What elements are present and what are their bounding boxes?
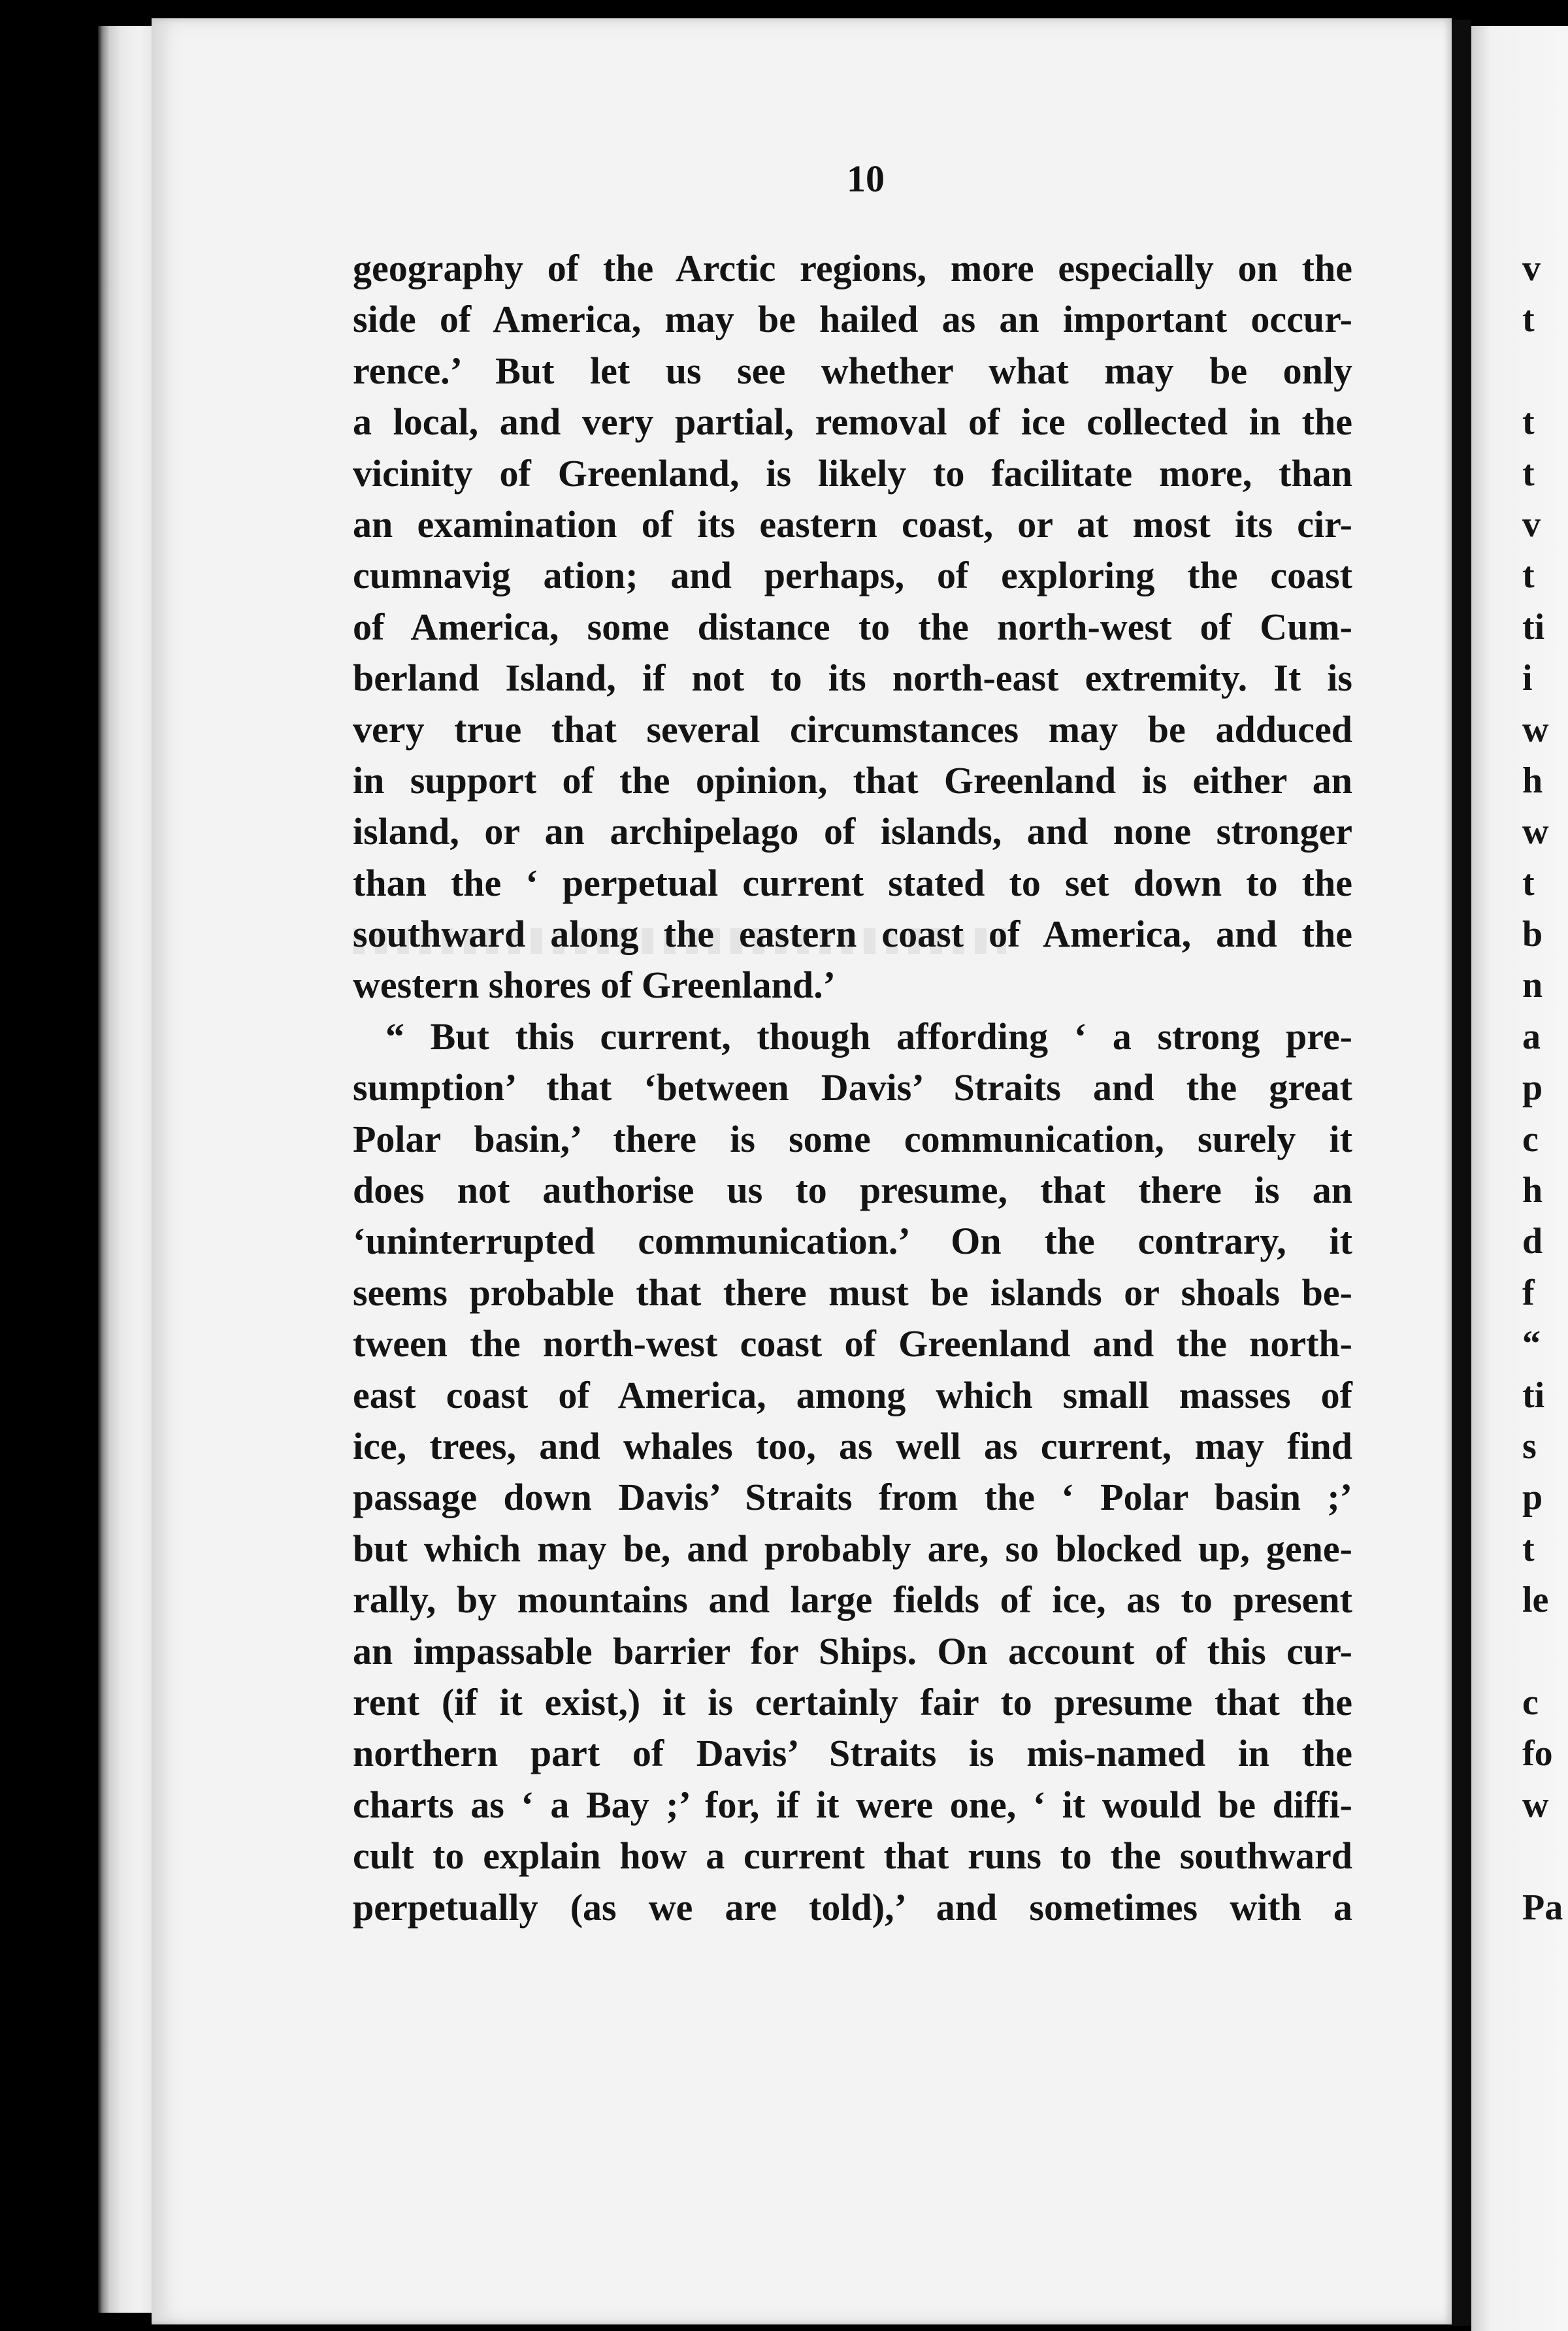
fragment-line: b: [1522, 914, 1543, 955]
text-line: does not authorise us to presume, that there is an: [353, 1169, 1352, 1212]
fragment-line: h: [1522, 1170, 1543, 1211]
fragment-line: ti: [1522, 1375, 1545, 1416]
text-line: cumnavig ation; and perhaps, of exploring the coast: [353, 554, 1352, 597]
fragment-line: n: [1522, 965, 1543, 1006]
fragment-line: d: [1522, 1221, 1543, 1262]
text-line: geography of the Arctic regions, more especially on the: [353, 247, 1352, 289]
next-page-text-fragments: [1522, 243, 1568, 1933]
fragment-line: le: [1522, 1580, 1549, 1621]
text-line: east coast of America, among which small masses of: [353, 1373, 1352, 1416]
text-line: seems probable that there must be islands or shoals be-: [353, 1271, 1352, 1314]
fragment-line: [1522, 346, 1568, 397]
text-line: southward along the eastern coast of America, and the: [353, 913, 1352, 956]
text-line: northern part of Davis’ Straits is mis-named in the: [353, 1732, 1352, 1775]
fragment-line: fo: [1522, 1733, 1553, 1774]
fragment-line: v: [1522, 504, 1541, 545]
text-line: perpetually (as we are told),’ and sometimes with a: [353, 1885, 1352, 1929]
text-line: than the ‘ perpetual current stated to set down to the: [353, 861, 1352, 904]
fragment-line: t: [1522, 862, 1535, 904]
text-line: in support of the opinion, that Greenland is either an: [353, 758, 1352, 802]
text-line: passage down Davis’ Straits from the ‘ Polar basin ;’: [353, 1476, 1352, 1519]
text-line: of America, some distance to the north-west of Cum-: [353, 605, 1352, 648]
page-gutter: [1452, 20, 1471, 2326]
fragment-line: t: [1522, 1528, 1535, 1569]
fragment-line: s: [1522, 1426, 1537, 1467]
text-line: an impassable barrier for Ships. On account of this cur-: [353, 1629, 1352, 1672]
fragment-line: t: [1522, 453, 1535, 494]
text-line: island, or an archipelago of islands, and none stronger: [353, 810, 1352, 853]
text-line: vicinity of Greenland, is likely to facilitate more, than: [353, 451, 1352, 495]
fragment-line: p: [1522, 1068, 1543, 1109]
text-line: rally, by mountains and large fields of ice, as to present: [353, 1578, 1352, 1622]
text-line: tween the north-west coast of Greenland and the north-: [353, 1322, 1352, 1365]
fragment-line: Pa: [1522, 1887, 1563, 1928]
fragment-line: i: [1522, 658, 1533, 699]
text-line: berland Island, if not to its north-east extremity. It is: [353, 657, 1352, 700]
text-line: an examination of its eastern coast, or at most its cir-: [353, 502, 1352, 546]
fragment-line: h: [1522, 760, 1543, 801]
fragment-line: w: [1522, 1784, 1549, 1825]
fragment-line: c: [1522, 1682, 1539, 1723]
fragment-line: a: [1522, 1016, 1541, 1057]
previous-page-edge: [98, 26, 157, 2313]
text-line: side of America, may be hailed as an important occur-: [353, 298, 1352, 341]
text-line: very true that several circumstances may be adduced: [353, 708, 1352, 751]
page-body-text: [353, 243, 1352, 1933]
text-line: a local, and very partial, removal of ice collected in the: [353, 400, 1352, 444]
fragment-line: t: [1522, 402, 1535, 443]
fragment-line: v: [1522, 248, 1541, 289]
fragment-line: t: [1522, 555, 1535, 596]
text-line: rent (if it exist,) it is certainly fair to presume that the: [353, 1680, 1352, 1723]
text-line: western shores of Greenland.’: [353, 964, 836, 1007]
fragment-line: c: [1522, 1118, 1539, 1160]
text-line: “ But this current, though affording ‘ a strong pre-: [385, 1015, 1352, 1058]
text-line: rence.’ But let us see whether what may be only: [353, 349, 1352, 392]
text-line: Polar basin,’ there is some communication, surely it: [353, 1117, 1352, 1160]
fragment-line: t: [1522, 299, 1535, 340]
fragment-line: ti: [1522, 606, 1545, 647]
text-line: cult to explain how a current that runs to the southward: [353, 1834, 1352, 1878]
text-line: ‘uninterrupted communication.’ On the contrary, it: [353, 1220, 1352, 1263]
fragment-line: [1522, 1626, 1568, 1677]
fragment-line: f: [1522, 1272, 1535, 1313]
fragment-line: “: [1522, 1324, 1541, 1365]
text-line: charts as ‘ a Bay ;’ for, if it were one, ‘ it would be diffi-: [353, 1783, 1352, 1826]
text-line: sumption’ that ‘between Davis’ Straits and the great: [353, 1066, 1352, 1109]
text-line: but which may be, and probably are, so blocked up, gene-: [353, 1527, 1352, 1570]
fragment-line: w: [1522, 811, 1549, 853]
page-number: 10: [847, 157, 885, 200]
fragment-line: p: [1522, 1477, 1543, 1518]
text-line: ice, trees, and whales too, as well as current, may find: [353, 1424, 1352, 1467]
fragment-line: [1522, 1831, 1568, 1882]
fragment-line: w: [1522, 709, 1549, 750]
